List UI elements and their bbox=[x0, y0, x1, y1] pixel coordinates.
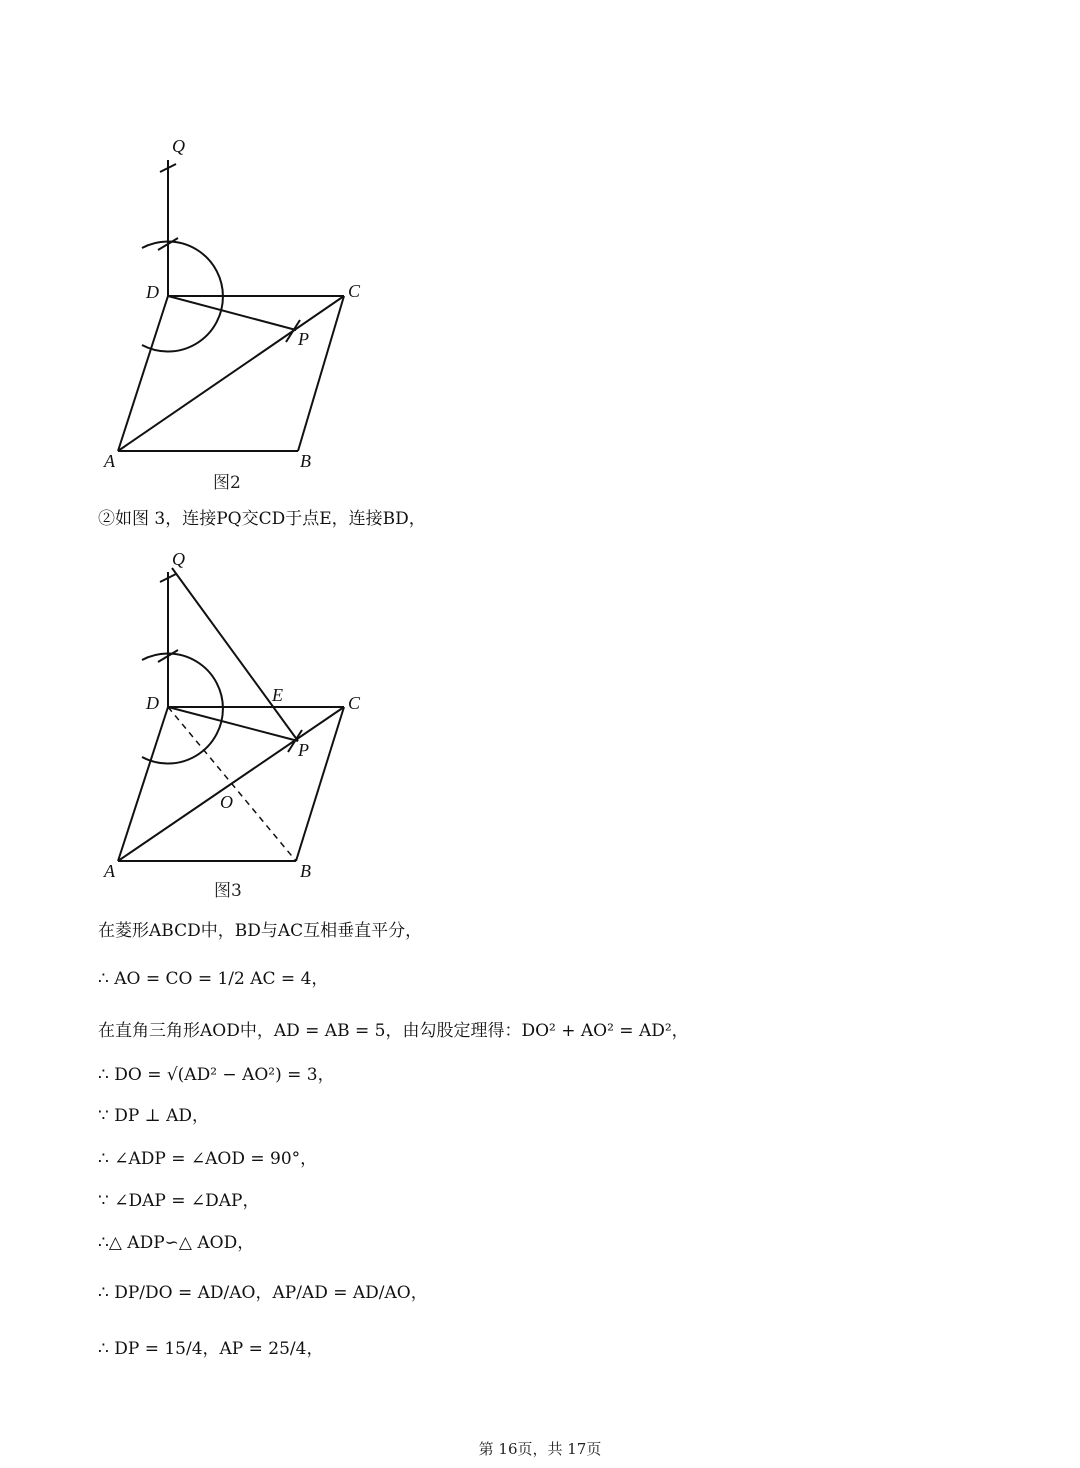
page-footer: 第 16页，共 17页 bbox=[478, 1440, 602, 1458]
solution-line: ∵ DP ⊥ AD， bbox=[98, 1106, 209, 1126]
point-label-e: E bbox=[272, 685, 283, 705]
point-label-d: D bbox=[146, 693, 159, 713]
solution-line: ∴ DP = 15/4，AP = 25/4， bbox=[98, 1339, 324, 1359]
solution-line: ∴ ∠ADP = ∠AOD = 90°， bbox=[98, 1149, 318, 1169]
solution-line: 在直角三角形AOD中，AD = AB = 5，由勾股定理得：DO² + AO² = AD²， bbox=[98, 1021, 689, 1041]
point-label-p: P bbox=[298, 740, 309, 760]
solution-line: ∴ DO = √(AD² − AO²) = 3， bbox=[98, 1065, 335, 1085]
solution-line: ∴ AO = CO = 1/2 AC = 4， bbox=[98, 969, 329, 989]
solution-line: ∴ DP/DO = AD/AO，AP/AD = AD/AO， bbox=[98, 1283, 428, 1303]
point-label-o: O bbox=[220, 792, 233, 812]
point-label-p: P bbox=[298, 329, 309, 349]
solution-line: ∵ ∠DAP = ∠DAP， bbox=[98, 1191, 260, 1211]
figure-3-diagram bbox=[0, 0, 420, 910]
point-label-b: B bbox=[300, 451, 311, 471]
point-label-q: Q bbox=[172, 136, 185, 156]
figure-3-caption: 图3 bbox=[214, 881, 242, 901]
solution-line: 在菱形ABCD中，BD与AC互相垂直平分， bbox=[98, 921, 423, 941]
point-label-a: A bbox=[104, 451, 115, 471]
point-label-a: A bbox=[104, 861, 115, 881]
point-label-d: D bbox=[146, 282, 159, 302]
point-label-b: B bbox=[300, 861, 311, 881]
solution-line: ∴△ ADP∽△ AOD， bbox=[98, 1233, 255, 1253]
point-label-c: C bbox=[348, 693, 361, 713]
point-label-q: Q bbox=[172, 549, 185, 569]
step-2-text: ②如图 3，连接PQ交CD于点E，连接BD， bbox=[98, 509, 426, 529]
point-label-c: C bbox=[348, 281, 361, 301]
figure-3 bbox=[0, 0, 420, 910]
figure-2-caption: 图2 bbox=[213, 473, 241, 493]
